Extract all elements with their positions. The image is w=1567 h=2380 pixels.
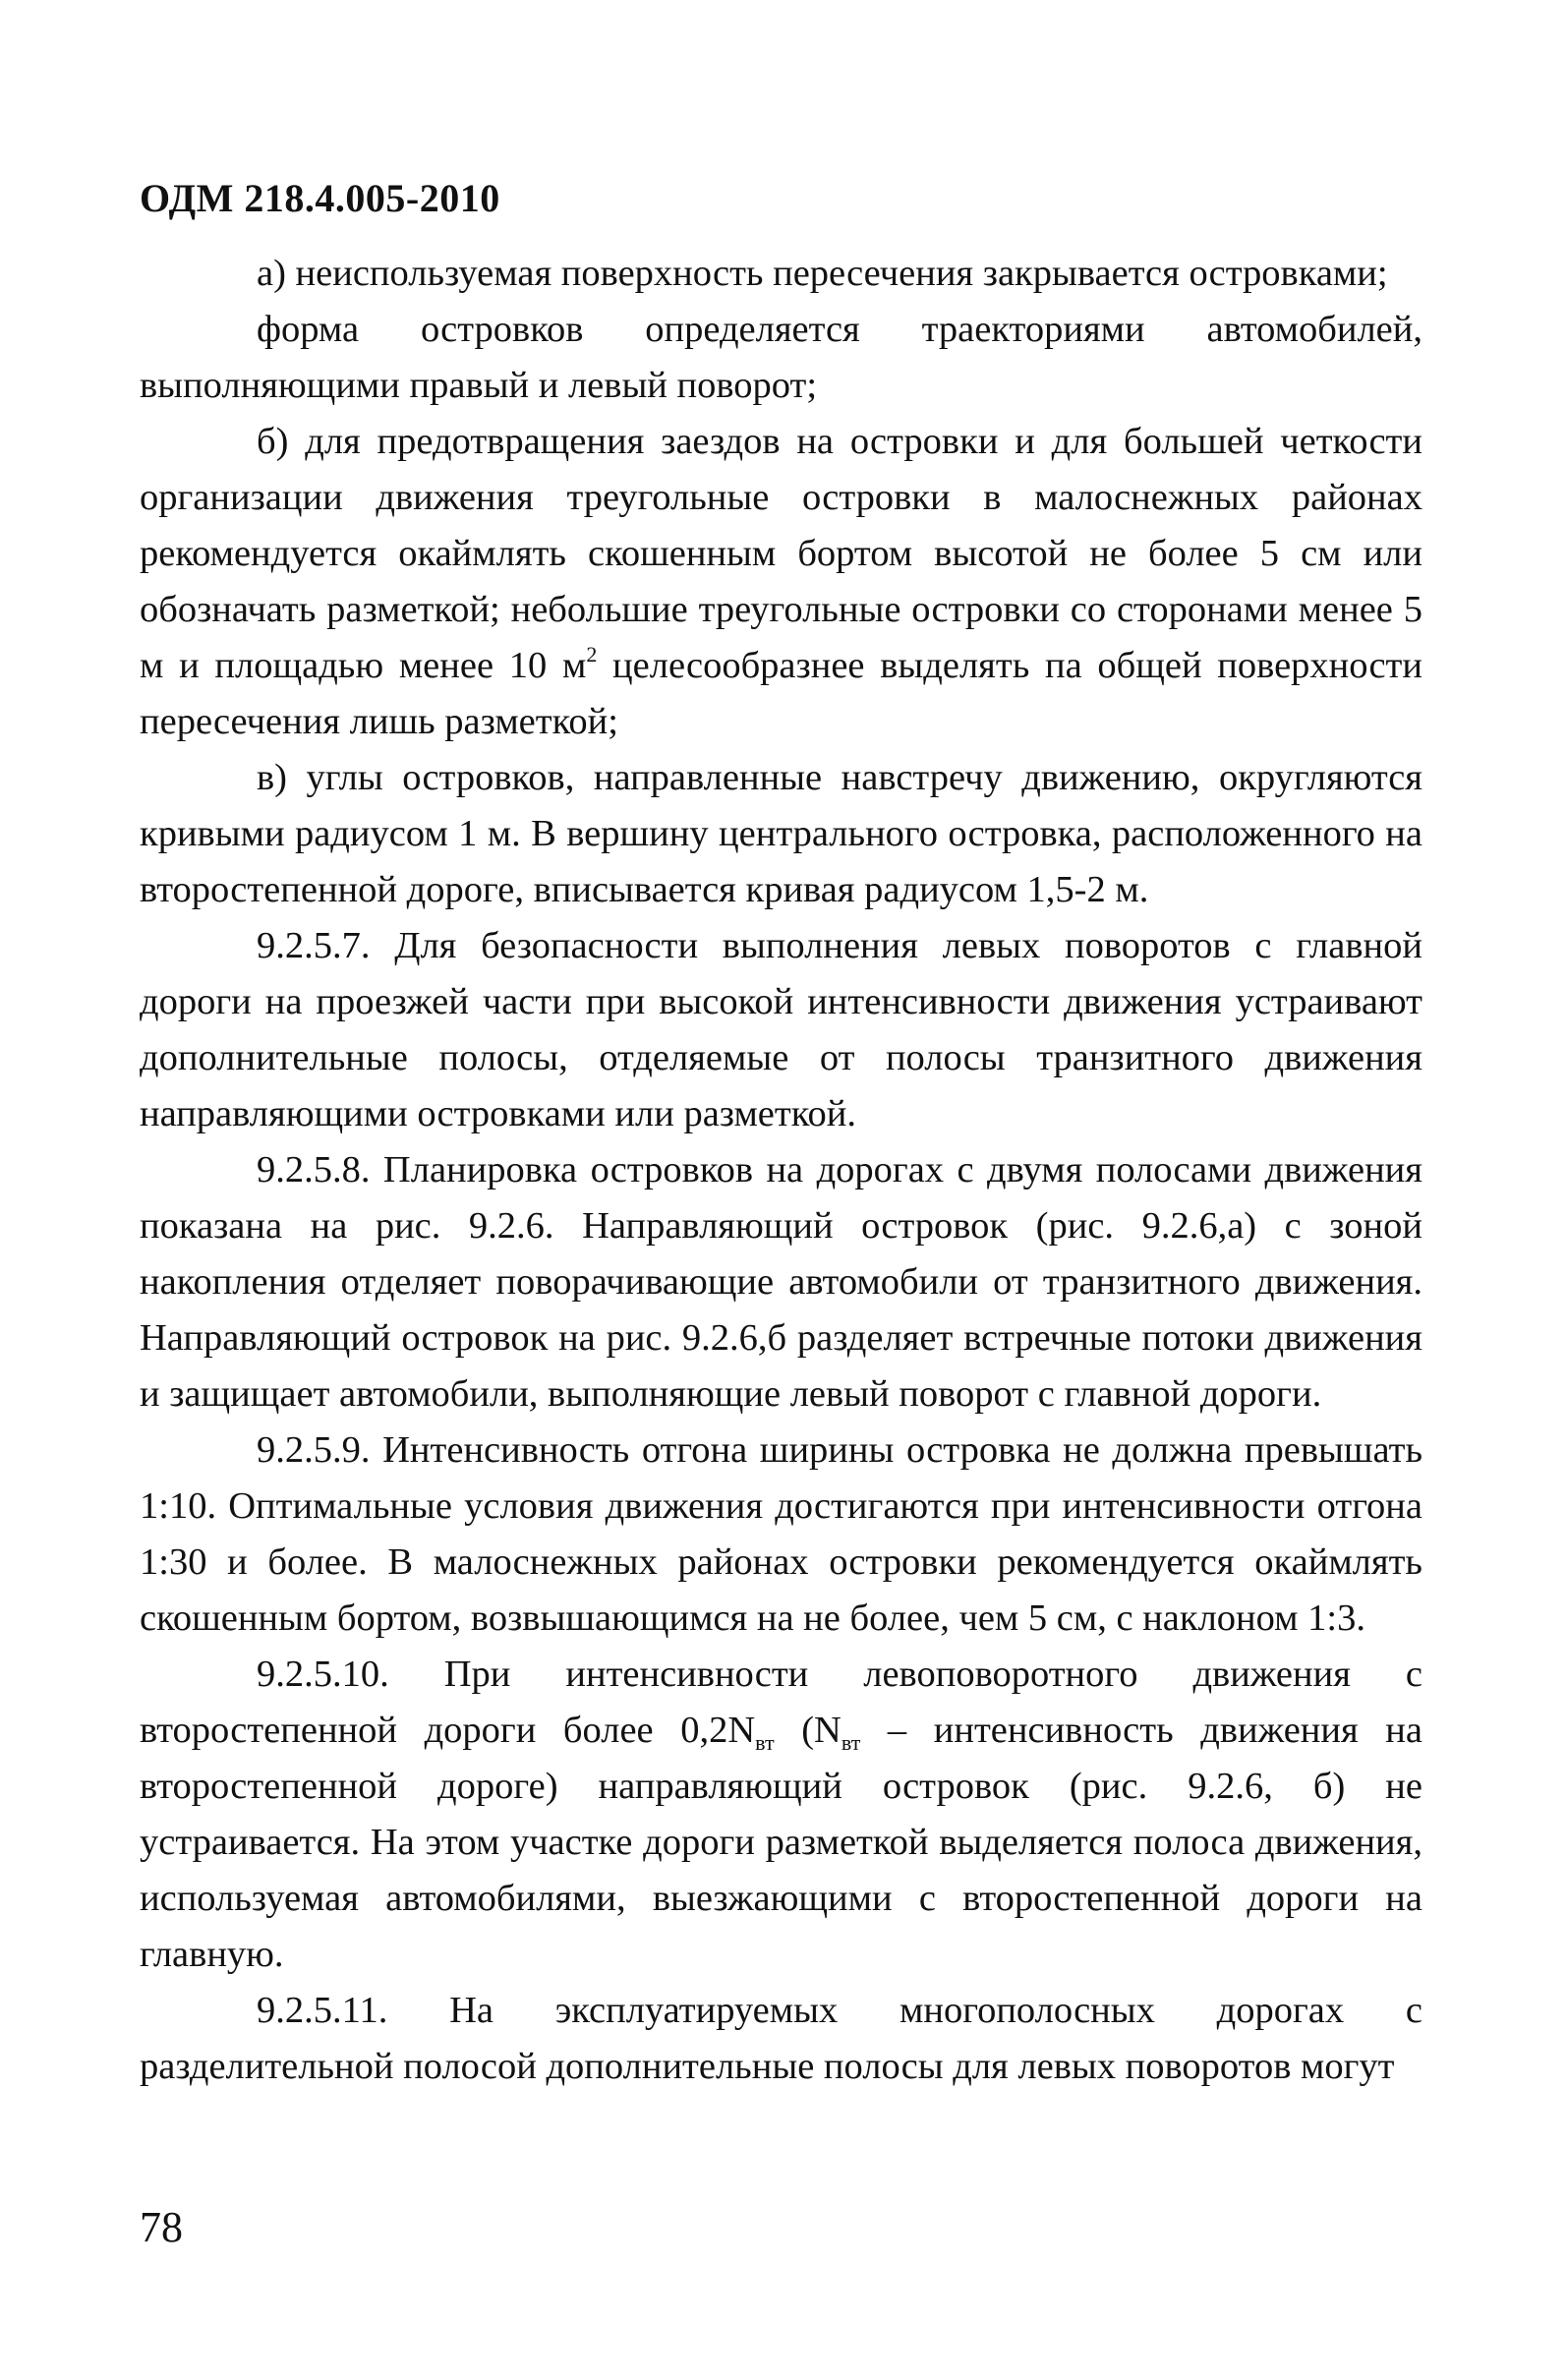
paragraph-9-2-5-10-text-1: 9.2.5.10. При интенсивности левоповоротного движения с второстепенной дороги более 0,2N (140, 1654, 1422, 1751)
subscript-vt-1: вт (755, 1730, 775, 1755)
paragraph-b-text-2: целесообразнее выделять па общей поверхности пересечения лишь разметкой; (140, 645, 1422, 742)
paragraph-9-2-5-10 (140, 1647, 1422, 1983)
paragraph-a: а) неиспользуемая поверхность пересечения закрывается островками; (257, 253, 1388, 294)
paragraph-9-2-5-7: 9.2.5.7. Для безопасности выполнения левых поворотов с главной дороги на проезжей части при высокой интенсивности движения устраивают дополнительные полосы, отделяемые от полосы транзитного движения направляющими островками или разметкой. (140, 925, 1422, 1134)
paragraph-9-2-5-8: 9.2.5.8. Планировка островков на дорогах с двумя полосами движения показана на рис. 9.2.6. Направляющий островок (рис. 9.2.6,а) с зоной накопления отделяет поворачивающие автомобили от транзитного движения. Направляющий островок на рис. 9.2.6,б разделяет встречные потоки движения и защищает автомобили, выполняющие левый поворот с главной дороги. (140, 1149, 1422, 1415)
paragraph-9-2-5-11: 9.2.5.11. На эксплуатируемых многополосных дорогах с разделительной полосой дополнительные полосы для левых поворотов могут (140, 1990, 1422, 2087)
paragraph-9-2-5-10-text-2: (N (774, 1710, 842, 1751)
paragraph-b-text-1: б) для предотвращения заездов на островки и для большей четкости организации движения треугольные островки в малоснежных районах рекомендуется окаймлять скошенным бортом высотой не более 5 см или обозначать разметкой; небольшие треугольные островки со сторонами менее 5 м и площадью менее 10 м (140, 421, 1422, 686)
paragraph-b (140, 414, 1422, 750)
page-number: 78 (140, 2203, 183, 2251)
paragraph-c: в) углы островков, направленные навстречу движению, округляются кривыми радиусом 1 м. В вершину центрального островка, расположенного на второстепенной дороге, вписывается кривая радиусом 1,5-2 м. (140, 757, 1422, 910)
paragraph-9-2-5-10-text-3: – интенсивность движения на второстепенной дороге) направляющий островок (рис. 9.2.6, б) не устраивается. На этом участке дороги разметкой выделяется полоса движения, используемая автомобилями, выезжающими с второстепенной дороги на главную. (140, 1710, 1422, 1975)
paragraph-9-2-5-9: 9.2.5.9. Интенсивность отгона ширины островка не должна превышать 1:10. Оптимальные условия движения достигаются при интенсивности отгона 1:30 и более. В малоснежных районах островки рекомендуется окаймлять скошенным бортом, возвышающимся на не более, чем 5 см, с наклоном 1:3. (140, 1429, 1422, 1639)
subscript-vt-2: вт (841, 1730, 861, 1755)
document-body (140, 246, 1422, 2095)
document-code: ОДМ 218.4.005-2010 (140, 176, 500, 220)
superscript-square: 2 (586, 642, 598, 667)
paragraph-island-shape: форма островков определяется траекториями автомобилей, выполняющими правый и левый поворот; (140, 309, 1422, 406)
